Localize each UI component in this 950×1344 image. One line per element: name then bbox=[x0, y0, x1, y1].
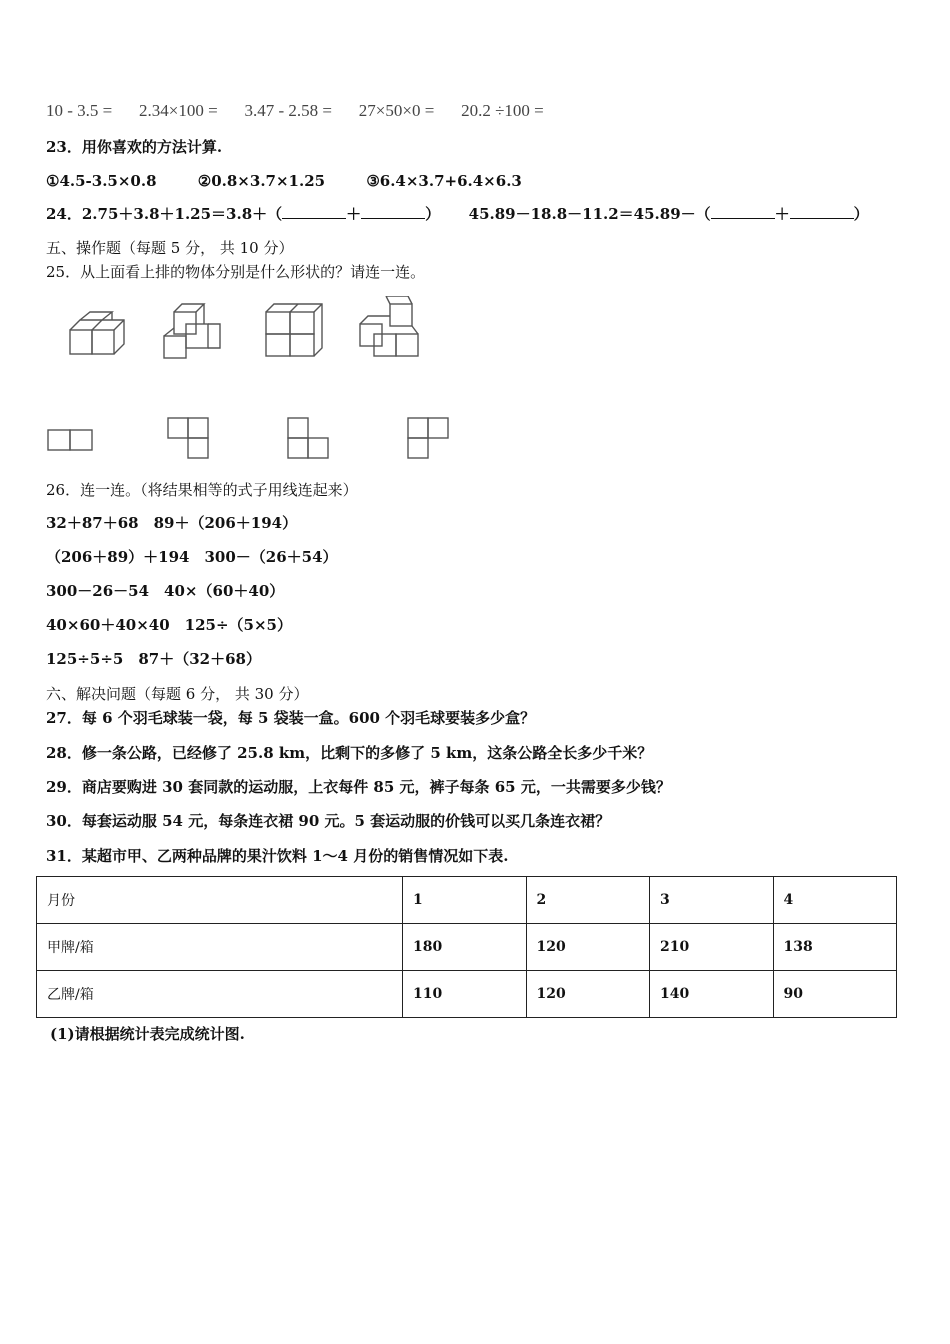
sales-table bbox=[36, 876, 897, 1018]
q24-expr1: 24．2.75＋3.8＋1.25＝3.8＋（ bbox=[46, 205, 283, 223]
view-l-shape-left bbox=[408, 418, 448, 458]
table-cell: 4 bbox=[773, 877, 897, 924]
answer-blank[interactable] bbox=[282, 204, 346, 219]
answer-blank[interactable] bbox=[361, 204, 425, 219]
calc-item: 10 - 3.5 = bbox=[46, 101, 113, 120]
q23-item: ①4.5-3.5×0.8 bbox=[46, 172, 157, 190]
table-cell: 120 bbox=[526, 924, 650, 971]
close-paren: ） bbox=[425, 205, 441, 223]
table-cell: 180 bbox=[403, 924, 527, 971]
table-row bbox=[37, 877, 897, 924]
table-cell: 138 bbox=[773, 924, 897, 971]
q26-row: 300－26－54 40×（60＋40） bbox=[46, 582, 285, 600]
plus-sign: ＋ bbox=[346, 205, 362, 223]
q23-items bbox=[46, 171, 522, 191]
cube-figure-3 bbox=[266, 304, 322, 356]
table-cell: 3 bbox=[650, 877, 774, 924]
q23-title: 23．用你喜欢的方法计算. bbox=[46, 138, 223, 156]
answer-blank[interactable] bbox=[711, 204, 775, 219]
q30: 30．每套运动服 54 元，每条连衣裙 90 元。5 套运动服的价钱可以买几条连衣裙？ bbox=[46, 812, 611, 830]
q26-row: 32＋87＋68 89＋（206＋194） bbox=[46, 514, 298, 532]
q23-item: ②0.8×3.7×1.25 bbox=[197, 172, 326, 190]
view-two-squares bbox=[48, 430, 92, 450]
q27: 27．每 6 个羽毛球装一袋，每 5 袋装一盒。600 个羽毛球要装多少盒？ bbox=[46, 709, 536, 727]
calc-item: 2.34×100 = bbox=[139, 101, 218, 120]
calc-item: 20.2 ÷100 = bbox=[461, 101, 544, 120]
q31: 31．某超市甲、乙两种品牌的果汁饮料 1～4 月份的销售情况如下表. bbox=[46, 847, 509, 865]
q31-sub1: (1)请根据统计表完成统计图. bbox=[50, 1025, 245, 1043]
cube-figure-4 bbox=[360, 296, 418, 356]
calc-row bbox=[46, 101, 566, 121]
close-paren: ） bbox=[853, 205, 869, 223]
q24-expr2: 45.89－18.8－11.2＝45.89－（ bbox=[468, 205, 711, 223]
q26-title: 26．连一连。（将结果相等的式子用线连起来） bbox=[46, 481, 358, 499]
q26-row: 125÷5÷5 87＋（32＋68） bbox=[46, 650, 261, 668]
table-cell: 140 bbox=[650, 971, 774, 1018]
table-cell: 90 bbox=[773, 971, 897, 1018]
table-row bbox=[37, 924, 897, 971]
section-6-heading: 六、解决问题（每题 6 分， 共 30 分） bbox=[46, 685, 309, 703]
table-row bbox=[37, 971, 897, 1018]
plus-sign: ＋ bbox=[774, 205, 790, 223]
q26-row: （206＋89）＋194 300－（26＋54） bbox=[46, 548, 338, 566]
q26-row: 40×60＋40×40 125÷（5×5） bbox=[46, 616, 292, 634]
cube-figure-2 bbox=[164, 304, 220, 358]
calc-item: 3.47 - 2.58 = bbox=[244, 101, 332, 120]
q28: 28．修一条公路，已经修了 25.8 km，比剩下的多修了 5 km，这条公路全长多少千米？ bbox=[46, 744, 653, 762]
view-l-shape-top bbox=[168, 418, 208, 458]
answer-blank[interactable] bbox=[790, 204, 854, 219]
table-cell: 110 bbox=[403, 971, 527, 1018]
q24 bbox=[46, 204, 869, 224]
q23-item: ③6.4×3.7+6.4×6.3 bbox=[366, 172, 522, 190]
view-l-shape-bottom bbox=[288, 418, 328, 458]
top-view-figures bbox=[44, 414, 464, 464]
q29: 29．商店要购进 30 套同款的运动服，上衣每件 85 元，裤子每条 65 元，一共需要多少钱？ bbox=[46, 778, 671, 796]
table-cell: 甲牌/箱 bbox=[37, 924, 403, 971]
table-cell: 2 bbox=[526, 877, 650, 924]
q25-title: 25．从上面看上排的物体分别是什么形状的？请连一连。 bbox=[46, 263, 426, 281]
calc-item: 27×50×0 = bbox=[358, 101, 435, 120]
table-cell: 120 bbox=[526, 971, 650, 1018]
cube-figure-1 bbox=[70, 312, 124, 354]
section-5-heading: 五、操作题（每题 5 分， 共 10 分） bbox=[46, 239, 294, 257]
table-cell: 1 bbox=[403, 877, 527, 924]
table-cell: 乙牌/箱 bbox=[37, 971, 403, 1018]
table-cell: 210 bbox=[650, 924, 774, 971]
table-cell: 月份 bbox=[37, 877, 403, 924]
cube-figures bbox=[60, 296, 440, 366]
